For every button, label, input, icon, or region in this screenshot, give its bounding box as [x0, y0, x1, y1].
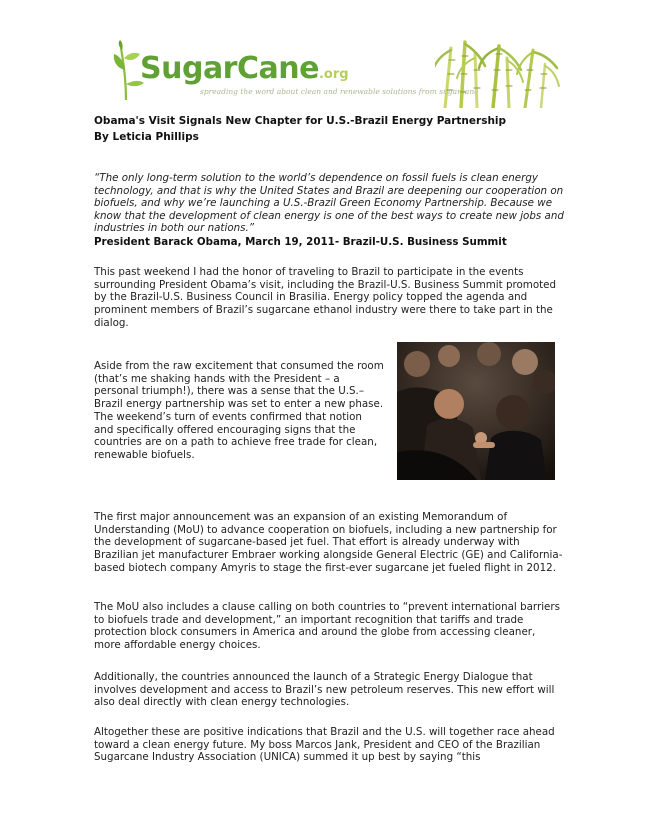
logo-suffix: .org [318, 67, 349, 82]
site-logo[interactable] [140, 51, 349, 86]
article-header [94, 113, 564, 145]
paragraph-5: Additionally, the countries announced the launch of a Strategic Energy Dialogue that involves development and access to Brazil’s new petroleum reserves. This new effort will also deal directly with clean energy technologies. [94, 671, 555, 709]
pull-quote: “The only long-term solution to the world’s dependence on fossil fuels is clean energy technology, and that is why the United States and Brazil are deepening our cooperation on biofuels, and why we’re launching a U.S.-Brazil Green Economy Partnership. Because we know that the development of clean energy is one of the best ways to create new jobs and industries in both our nations.” [94, 172, 564, 235]
paragraph-2: Aside from the raw excitement that consumed the room (that’s me shaking hands with the President – a personal triumph!), there was a sense that the U.S.–Brazil energy partnership was set to enter a new phase. The weekend’s turn of events confirmed that notion and specifically offered encouraging signs that the countries are on a path to achieve free trade for clean, renewable biofuels. [94, 360, 384, 461]
site-tagline: spreading the word about clean and renewable solutions from sugarcane [200, 87, 479, 96]
article-byline: By Leticia Phillips [94, 131, 199, 143]
paragraph-4: The MoU also includes a clause calling on both countries to “prevent international barriers to biofuels trade and development,” an important recognition that tariffs and trade protection block consumers in America and around the globe from accessing cleaner, more affordable energy choices. [94, 601, 560, 652]
article-title: Obama's Visit Signals New Chapter for U.S.-Brazil Energy Partnership [94, 115, 507, 127]
event-photo [397, 342, 555, 480]
sugarcane-illustration-icon [435, 40, 560, 108]
paragraph-3: The first major announcement was an expansion of an existing Memorandum of Understanding (MoU) to advance cooperation on biofuels, including a new partnership for the development of sugarcane-based jet fuel. That effort is already underway with Brazilian jet manufacturer Embraer working alongside General Electric (GE) and California-based biotech company Amyris to stage the first-ever sugarcane jet fueled flight in 2012. [94, 511, 563, 574]
paragraph-1: This past weekend I had the honor of traveling to Brazil to participate in the events surrounding President Obama’s visit, including the Brazil-U.S. Business Summit promoted by the Brazil-U.S. Business Council in Brasilia. Energy policy topped the agenda and prominent members of Brazil’s sugarcane ethanol industry were there to take part in the dialog. [94, 266, 557, 329]
quote-attribution: President Barack Obama, March 19, 2011- Brazil-U.S. Business Summit [94, 236, 507, 248]
logo-name: SugarCane [140, 51, 319, 86]
paragraph-6: Altogether these are positive indications that Brazil and the U.S. will together race ahead toward a clean energy future. My boss Marcos Jank, President and CEO of the Brazilian Sugarcane Industry Association (UNICA) summed it up best by saying “this [94, 726, 555, 764]
site-header [110, 40, 560, 110]
